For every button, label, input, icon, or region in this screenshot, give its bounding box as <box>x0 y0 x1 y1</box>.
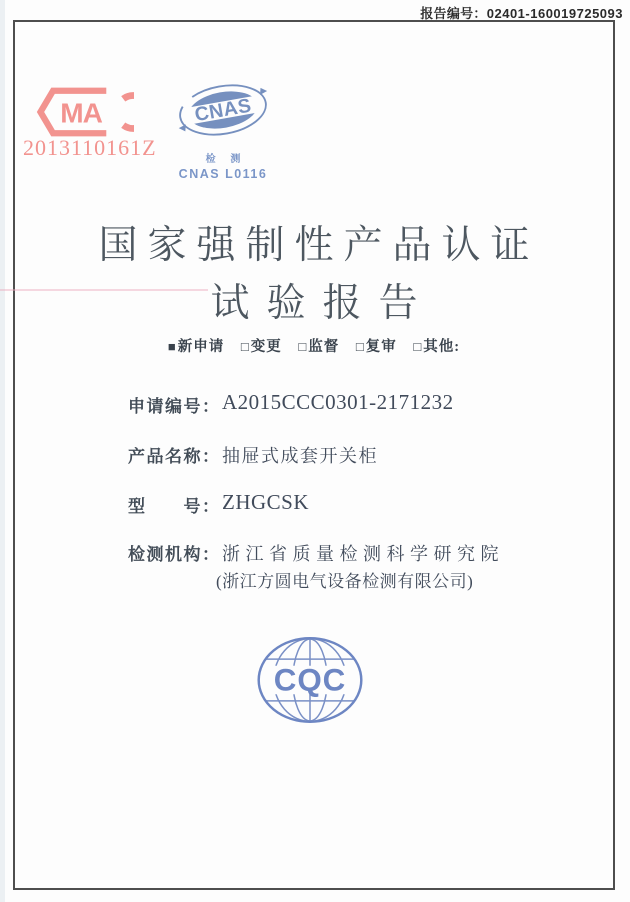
field-value: 浙江省质量检测科学研究院 <box>222 544 504 564</box>
field-value-line2: (浙江方圆电气设备检测有限公司) <box>216 572 474 591</box>
checkbox-label: 变更 <box>250 339 282 355</box>
cqc-logo-icon <box>253 633 367 727</box>
field-product-name <box>128 442 378 467</box>
field-label: 检测机构： <box>128 545 221 564</box>
field-label: 型 号： <box>128 497 221 516</box>
report-number-label: 报告编号： <box>420 6 487 21</box>
checkbox-empty-icon: □ <box>413 339 423 354</box>
checkbox-review <box>356 339 397 355</box>
cma-license-number: 2013110161Z <box>23 135 157 160</box>
field-testing-institution <box>128 540 504 591</box>
cqc-letters: CQC <box>273 662 347 698</box>
field-label: 申请编号： <box>128 397 221 416</box>
checkbox-change <box>241 339 282 355</box>
scan-artifact-line <box>0 289 208 291</box>
checkbox-other <box>413 339 460 355</box>
cma-logo-icon <box>36 82 134 142</box>
cnas-logo-icon <box>167 76 279 144</box>
document-title-line2: 试验报告 <box>210 282 435 325</box>
field-value: A2015CCC0301-2171232 <box>222 390 454 414</box>
checkbox-label: 新申请 <box>177 339 225 355</box>
field-application-number <box>128 390 454 417</box>
cma-letters: MA <box>60 97 102 129</box>
checkbox-new-application <box>168 339 224 355</box>
field-value: 抽屉式成套开关柜 <box>222 446 378 466</box>
checkbox-supervision <box>298 339 339 355</box>
application-type-row <box>13 335 615 356</box>
cnas-stamp <box>167 76 279 181</box>
field-value: ZHGCSK <box>222 490 310 514</box>
cqc-stamp <box>253 633 367 732</box>
scan-edge-shadow <box>0 0 5 902</box>
checkbox-empty-icon: □ <box>240 339 250 354</box>
cnas-accreditation-number: CNAS L0116 <box>178 167 268 181</box>
checkbox-label: 其他: <box>423 339 461 355</box>
field-label: 产品名称： <box>128 447 221 466</box>
document-title-line1: 国家强制性产品认证 <box>98 224 540 267</box>
checkbox-label: 复审 <box>365 339 397 355</box>
field-model <box>128 490 310 517</box>
cnas-caption: 检 测 <box>205 154 247 165</box>
report-number-value: 02401-160019725093 <box>486 6 623 21</box>
checkbox-empty-icon: □ <box>355 339 365 354</box>
checkbox-empty-icon: □ <box>298 339 308 354</box>
cnas-letters: CNAS <box>193 94 254 127</box>
checkbox-label: 监督 <box>308 339 340 355</box>
checkbox-checked-icon: ■ <box>167 339 177 354</box>
